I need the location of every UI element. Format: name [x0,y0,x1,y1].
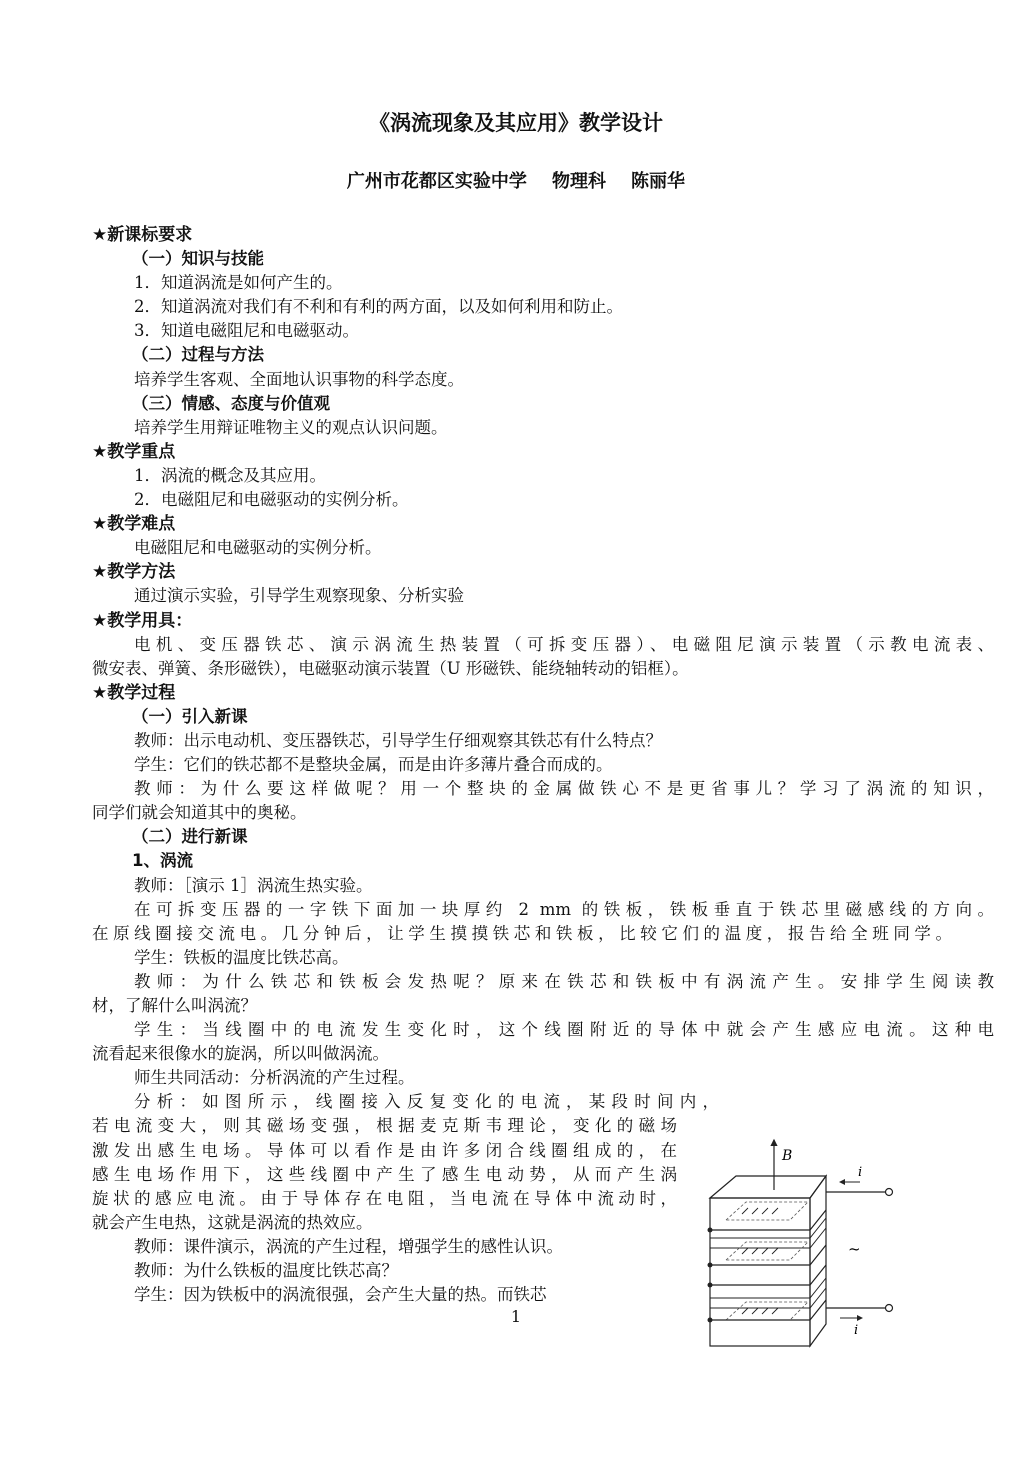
current-label-top: i [858,1165,863,1180]
section-heading: ★教学难点 [92,514,176,535]
paragraph-line: 微安表、弹簧、条形磁铁），电磁驱动演示装置（U 形磁铁、能绕轴转动的铝框）。 [92,658,689,678]
paragraph-line: 分析：如图所示，线圈接入反复变化的电流，某段时间内， [134,1092,719,1112]
b-label: B [782,1148,793,1164]
current-label-bottom: i [854,1323,859,1338]
page-number: 1 [510,1307,522,1326]
paragraph-line: 教师：为什么要这样做呢？用一个整块的金属做铁心不是更省事儿？学习了涡流的知识， [134,779,994,799]
paragraph-line: 教师：为什么铁芯和铁板会发热呢？原来在铁芯和铁板中有涡流产生。安排学生阅读教 [134,971,994,991]
paragraph-line: 感生电场作用下，这些线圈中产生了感生电动势，从而产生涡 [92,1164,677,1184]
author-line: 广州市花都区实验中学 物理科 陈丽华 [346,171,686,192]
paragraph-line: 流看起来很像水的旋涡，所以叫做涡流。 [92,1044,389,1064]
paragraph-line: 就会产生电热，这就是涡流的热效应。 [92,1212,373,1232]
subsection-heading: （一）知识与技能 [132,249,264,269]
subsection-heading: 1、涡流 [132,851,193,871]
paragraph-line: 培养学生用辩证唯物主义的观点认识问题。 [134,417,448,437]
ac-symbol: ~ [848,1240,861,1258]
paragraph-line: 激发出感生电场。导体可以看作是由许多闭合线圈组成的，在 [92,1140,677,1160]
subsection-heading: （二）过程与方法 [132,345,264,365]
paragraph-line: 学生：铁板的温度比铁芯高。 [134,947,349,967]
paragraph-line: 电机、变压器铁芯、演示涡流生热装置（可拆变压器）、电磁阻尼演示装置（示教电流表、 [134,634,994,654]
paragraph-line: 1．知道涡流是如何产生的。 [134,273,343,293]
paragraph-line: 教师：出示电动机、变压器铁芯，引导学生仔细观察其铁芯有什么特点？ [134,730,662,750]
subsection-heading: （一）引入新课 [132,706,248,726]
paragraph-line: 教师：［演示 1］涡流生热实验。 [134,875,373,895]
paragraph-line: 材，了解什么叫涡流？ [92,996,257,1015]
paragraph-line: 电磁阻尼和电磁驱动的实例分析。 [134,538,382,558]
subsection-heading: （二）进行新课 [132,827,248,847]
paragraph-line: 若电流变大，则其磁场变强，根据麦克斯韦理论，变化的磁场 [92,1116,677,1136]
paragraph-line: 通过演示实验，引导学生观察现象、分析实验 [134,586,464,606]
section-heading: ★教学过程 [92,682,176,703]
paragraph-line: 学生：它们的铁芯都不是整块金属，而是由许多薄片叠合而成的。 [134,755,613,775]
paragraph-line: 培养学生客观、全面地认识事物的科学态度。 [134,369,464,389]
paragraph-line: 学生：当线圈中的电流发生变化时，这个线圈附近的导体中就会产生感应电流。这种电 [134,1020,994,1040]
paragraph-line: 教师：为什么铁板的温度比铁芯高？ [134,1261,398,1281]
section-heading: ★教学用具： [92,610,193,631]
document-title: 《涡流现象及其应用》教学设计 [369,111,663,135]
paragraph-line: 同学们就会知道其中的奥秘。 [92,803,307,823]
paragraph-line: 旋状的感应电流。由于导体存在电阻，当电流在导体中流动时， [92,1188,677,1208]
section-heading: ★教学方法 [92,562,176,583]
paragraph-line: 2．知道涡流对我们有不利和有利的两方面，以及如何利用和防止。 [134,297,623,317]
paragraph-line: 在原线圈接交流电。几分钟后，让学生摸摸铁芯和铁板，比较它们的温度，报告给全班同学。 [92,923,952,943]
paragraph-line: 在可拆变压器的一字铁下面加一块厚约 2 mm 的铁板，铁板垂直于铁芯里磁感线的方向。 [134,899,994,919]
paragraph-line: 师生共同活动：分析涡流的产生过程。 [134,1068,415,1088]
subsection-heading: （三）情感、态度与价值观 [132,393,330,413]
section-heading: ★教学重点 [92,441,176,462]
paragraph-line: 2．电磁阻尼和电磁驱动的实例分析。 [134,490,409,510]
paragraph-line: 教师：课件演示，涡流的产生过程，增强学生的感性认识。 [134,1236,563,1256]
section-heading: ★新课标要求 [92,225,193,245]
paragraph-line: 学生：因为铁板中的涡流很强，会产生大量的热。而铁芯 [134,1285,547,1305]
paragraph-line: 3．知道电磁阻尼和电磁驱动。 [134,321,359,341]
paragraph-line: 1．涡流的概念及其应用。 [134,465,326,485]
